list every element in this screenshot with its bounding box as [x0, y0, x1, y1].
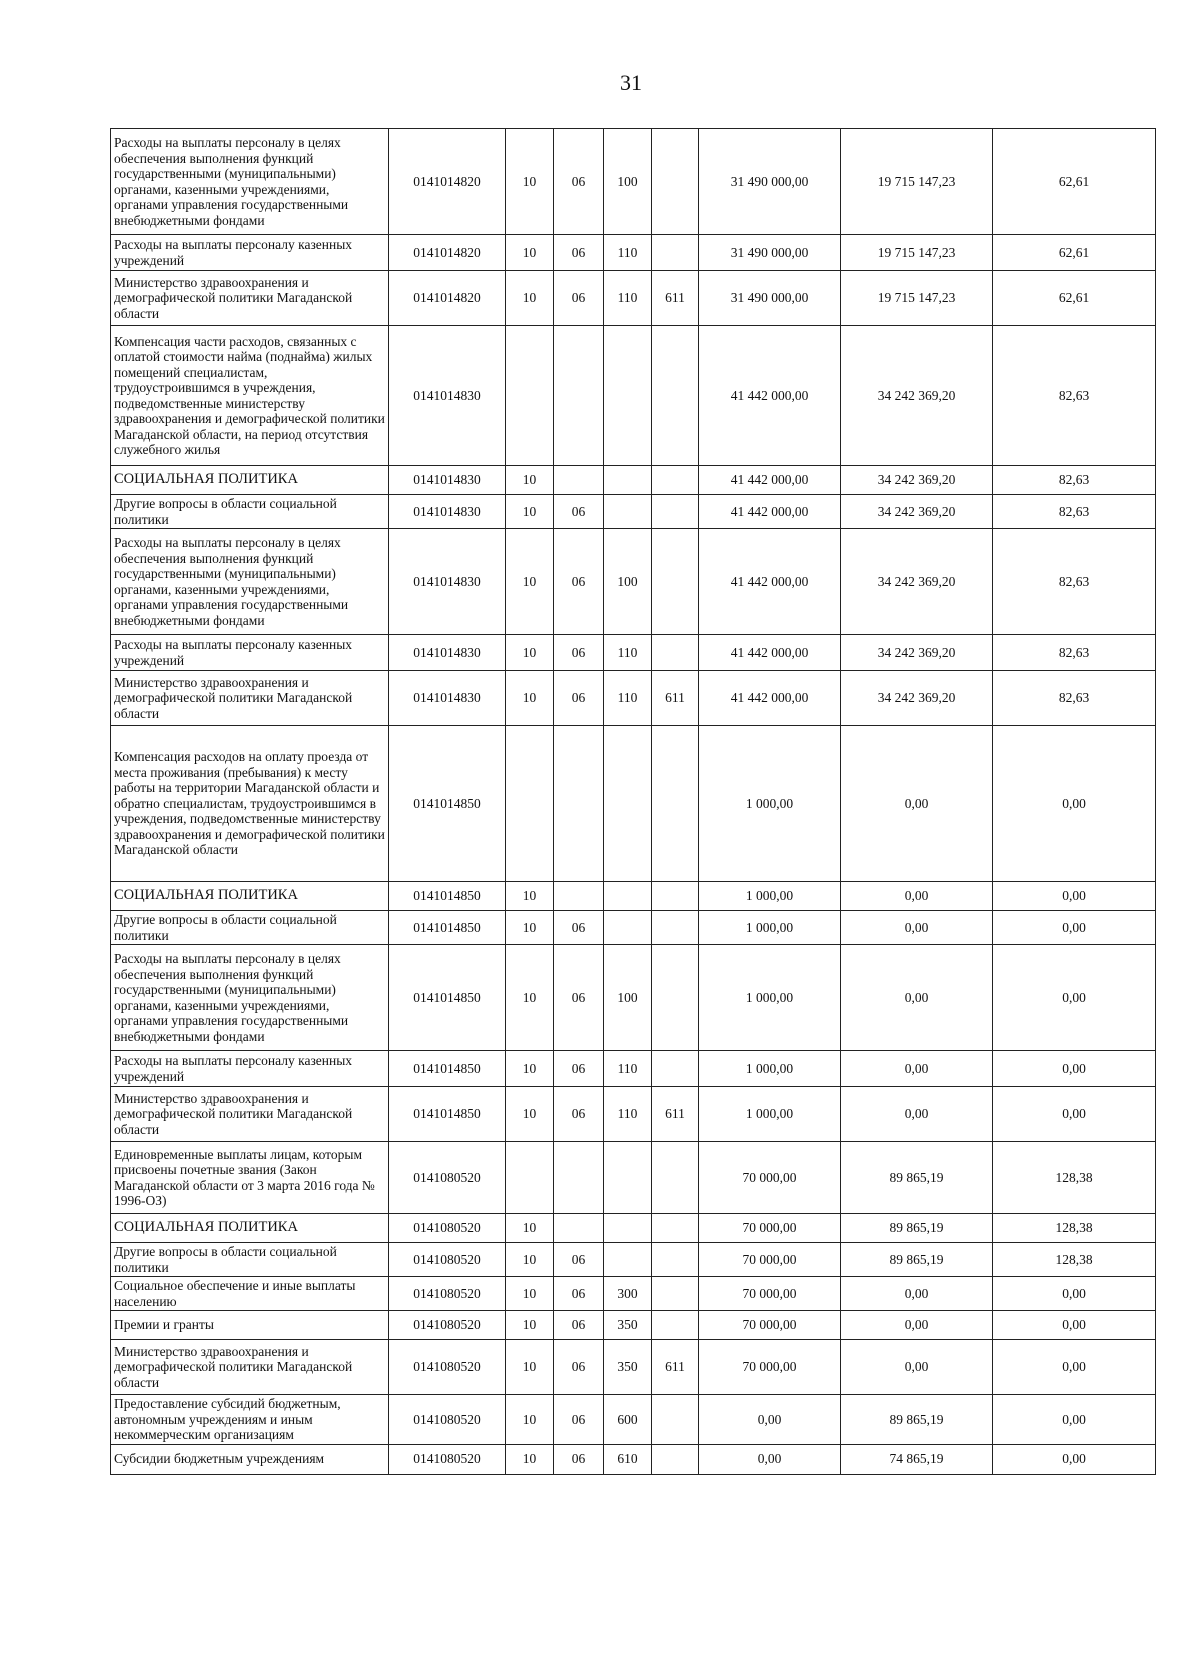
cell-code: 0141014850: [389, 945, 506, 1051]
cell-name: Премии и гранты: [111, 1311, 389, 1340]
cell-vr: [604, 1214, 652, 1243]
cell-pr: [554, 1214, 604, 1243]
cell-rz: 10: [506, 671, 554, 726]
cell-code: 0141014830: [389, 326, 506, 466]
cell-grbs: [652, 1277, 699, 1311]
cell-vr: [604, 326, 652, 466]
cell-pct: 0,00: [993, 945, 1156, 1051]
cell-name: Другие вопросы в области социальной политики: [111, 495, 389, 529]
cell-vr: [604, 882, 652, 911]
cell-pct: 0,00: [993, 1395, 1156, 1445]
cell-fact: 89 865,19: [841, 1214, 993, 1243]
cell-fact: 0,00: [841, 945, 993, 1051]
table-row: [111, 1340, 1156, 1395]
cell-grbs: [652, 1051, 699, 1087]
cell-grbs: [652, 466, 699, 495]
table-row: [111, 529, 1156, 635]
cell-plan: 41 442 000,00: [699, 529, 841, 635]
table-row: [111, 726, 1156, 882]
cell-fact: 0,00: [841, 1340, 993, 1395]
cell-plan: 31 490 000,00: [699, 235, 841, 271]
table-row: [111, 1243, 1156, 1277]
table-row: [111, 495, 1156, 529]
cell-pr: 06: [554, 671, 604, 726]
cell-pct: 128,38: [993, 1142, 1156, 1214]
cell-rz: [506, 326, 554, 466]
cell-vr: 350: [604, 1340, 652, 1395]
cell-vr: 600: [604, 1395, 652, 1445]
cell-code: 0141080520: [389, 1444, 506, 1474]
cell-fact: 34 242 369,20: [841, 326, 993, 466]
cell-vr: 300: [604, 1277, 652, 1311]
table-row: [111, 635, 1156, 671]
cell-name: Другие вопросы в области социальной политики: [111, 911, 389, 945]
cell-code: 0141080520: [389, 1311, 506, 1340]
cell-grbs: [652, 1142, 699, 1214]
table-row: [111, 271, 1156, 326]
cell-vr: 100: [604, 129, 652, 235]
cell-name: Расходы на выплаты персоналу казенных учреждений: [111, 1051, 389, 1087]
cell-plan: 0,00: [699, 1395, 841, 1445]
cell-rz: 10: [506, 271, 554, 326]
table-row: [111, 129, 1156, 235]
cell-plan: 70 000,00: [699, 1340, 841, 1395]
cell-code: 0141014850: [389, 1087, 506, 1142]
table-row: [111, 1051, 1156, 1087]
cell-grbs: [652, 882, 699, 911]
cell-code: 0141080520: [389, 1243, 506, 1277]
cell-fact: 0,00: [841, 1277, 993, 1311]
cell-grbs: 611: [652, 1087, 699, 1142]
cell-plan: 41 442 000,00: [699, 495, 841, 529]
cell-plan: 70 000,00: [699, 1311, 841, 1340]
cell-code: 0141014820: [389, 235, 506, 271]
table-row: [111, 1395, 1156, 1445]
cell-pr: 06: [554, 1444, 604, 1474]
cell-fact: 34 242 369,20: [841, 495, 993, 529]
cell-rz: 10: [506, 635, 554, 671]
cell-fact: 0,00: [841, 882, 993, 911]
cell-pct: 0,00: [993, 1087, 1156, 1142]
cell-fact: 19 715 147,23: [841, 129, 993, 235]
cell-pct: 0,00: [993, 911, 1156, 945]
cell-grbs: [652, 1444, 699, 1474]
cell-fact: 34 242 369,20: [841, 635, 993, 671]
cell-pr: 06: [554, 1243, 604, 1277]
cell-pct: 82,63: [993, 495, 1156, 529]
cell-pct: 62,61: [993, 129, 1156, 235]
cell-vr: 110: [604, 235, 652, 271]
cell-pct: 62,61: [993, 271, 1156, 326]
cell-pr: 06: [554, 911, 604, 945]
cell-fact: 0,00: [841, 726, 993, 882]
cell-grbs: [652, 529, 699, 635]
cell-pr: 06: [554, 1340, 604, 1395]
cell-code: 0141014850: [389, 1051, 506, 1087]
cell-rz: 10: [506, 1277, 554, 1311]
cell-pr: [554, 326, 604, 466]
cell-pr: 06: [554, 529, 604, 635]
cell-grbs: [652, 326, 699, 466]
cell-fact: 0,00: [841, 1087, 993, 1142]
cell-name: Компенсация части расходов, связанных с оплатой стоимости найма (поднайма) жилых помещений специалистам, трудоустроившимся в учреждения, подведомственные министерству здравоохранения и демографической политики Магаданской области, на период отсутствия служебного жилья: [111, 326, 389, 466]
cell-fact: 34 242 369,20: [841, 671, 993, 726]
cell-rz: [506, 1142, 554, 1214]
cell-plan: 31 490 000,00: [699, 271, 841, 326]
cell-code: 0141014850: [389, 882, 506, 911]
cell-pr: [554, 882, 604, 911]
cell-name: Социальное обеспечение и иные выплаты населению: [111, 1277, 389, 1311]
cell-plan: 1 000,00: [699, 726, 841, 882]
cell-name: Единовременные выплаты лицам, которым присвоены почетные звания (Закон Магаданской области от 3 марта 2016 года № 1996-ОЗ): [111, 1142, 389, 1214]
cell-pr: 06: [554, 495, 604, 529]
cell-vr: [604, 911, 652, 945]
cell-name: Расходы на выплаты персоналу казенных учреждений: [111, 635, 389, 671]
cell-rz: 10: [506, 1444, 554, 1474]
table-body: [111, 129, 1156, 1475]
cell-pr: [554, 1142, 604, 1214]
cell-plan: 1 000,00: [699, 1051, 841, 1087]
cell-plan: 1 000,00: [699, 911, 841, 945]
page-number: 31: [620, 70, 642, 95]
cell-rz: 10: [506, 1395, 554, 1445]
cell-grbs: [652, 635, 699, 671]
cell-grbs: [652, 129, 699, 235]
table-row: [111, 1087, 1156, 1142]
cell-vr: 110: [604, 1087, 652, 1142]
cell-name: Другие вопросы в области социальной политики: [111, 1243, 389, 1277]
cell-fact: 34 242 369,20: [841, 529, 993, 635]
cell-name: Министерство здравоохранения и демографической политики Магаданской области: [111, 1087, 389, 1142]
cell-fact: 34 242 369,20: [841, 466, 993, 495]
cell-rz: 10: [506, 1214, 554, 1243]
cell-rz: 10: [506, 466, 554, 495]
table-row: [111, 671, 1156, 726]
cell-name: СОЦИАЛЬНАЯ ПОЛИТИКА: [111, 1214, 389, 1243]
cell-pct: 82,63: [993, 326, 1156, 466]
cell-grbs: [652, 1395, 699, 1445]
cell-pct: 0,00: [993, 1051, 1156, 1087]
cell-pct: 0,00: [993, 1311, 1156, 1340]
cell-rz: 10: [506, 1340, 554, 1395]
cell-rz: 10: [506, 1051, 554, 1087]
cell-pr: [554, 466, 604, 495]
cell-rz: 10: [506, 235, 554, 271]
cell-vr: [604, 466, 652, 495]
cell-code: 0141014830: [389, 495, 506, 529]
cell-vr: 610: [604, 1444, 652, 1474]
cell-name: Расходы на выплаты персоналу в целях обеспечения выполнения функций государственными (муниципальными) органами, казенными учреждениями, органами управления государственными внебюджетными фондами: [111, 945, 389, 1051]
cell-name: Министерство здравоохранения и демографической политики Магаданской области: [111, 271, 389, 326]
cell-rz: [506, 726, 554, 882]
cell-rz: 10: [506, 882, 554, 911]
cell-pr: [554, 726, 604, 882]
cell-plan: 31 490 000,00: [699, 129, 841, 235]
cell-grbs: 611: [652, 1340, 699, 1395]
cell-vr: [604, 726, 652, 882]
cell-code: 0141080520: [389, 1277, 506, 1311]
cell-fact: 0,00: [841, 911, 993, 945]
cell-code: 0141014820: [389, 129, 506, 235]
cell-plan: 70 000,00: [699, 1142, 841, 1214]
cell-name: Расходы на выплаты персоналу в целях обеспечения выполнения функций государственными (муниципальными) органами, казенными учреждениями, органами управления государственными внебюджетными фондами: [111, 129, 389, 235]
cell-code: 0141014830: [389, 635, 506, 671]
cell-pr: 06: [554, 1311, 604, 1340]
cell-fact: 89 865,19: [841, 1395, 993, 1445]
cell-code: 0141080520: [389, 1340, 506, 1395]
table-row: [111, 235, 1156, 271]
cell-grbs: 611: [652, 271, 699, 326]
cell-vr: 350: [604, 1311, 652, 1340]
cell-grbs: [652, 495, 699, 529]
table-row: [111, 911, 1156, 945]
cell-name: Министерство здравоохранения и демографической политики Магаданской области: [111, 671, 389, 726]
cell-pr: 06: [554, 945, 604, 1051]
cell-pct: 128,38: [993, 1214, 1156, 1243]
cell-plan: 41 442 000,00: [699, 635, 841, 671]
cell-fact: 89 865,19: [841, 1142, 993, 1214]
table-row: [111, 1142, 1156, 1214]
cell-vr: 110: [604, 1051, 652, 1087]
cell-pr: 06: [554, 1395, 604, 1445]
cell-code: 0141080520: [389, 1214, 506, 1243]
table-row: [111, 882, 1156, 911]
cell-name: Субсидии бюджетным учреждениям: [111, 1444, 389, 1474]
cell-plan: 1 000,00: [699, 1087, 841, 1142]
cell-name: СОЦИАЛЬНАЯ ПОЛИТИКА: [111, 466, 389, 495]
cell-pct: 0,00: [993, 1444, 1156, 1474]
cell-code: 0141080520: [389, 1142, 506, 1214]
cell-plan: 41 442 000,00: [699, 671, 841, 726]
cell-rz: 10: [506, 911, 554, 945]
cell-plan: 70 000,00: [699, 1277, 841, 1311]
cell-pct: 0,00: [993, 726, 1156, 882]
cell-pr: 06: [554, 129, 604, 235]
cell-rz: 10: [506, 1311, 554, 1340]
cell-pr: 06: [554, 1277, 604, 1311]
cell-name: Расходы на выплаты персоналу в целях обеспечения выполнения функций государственными (муниципальными) органами, казенными учреждениями, органами управления государственными внебюджетными фондами: [111, 529, 389, 635]
cell-vr: 110: [604, 635, 652, 671]
table-row: [111, 1277, 1156, 1311]
table-row: [111, 1311, 1156, 1340]
cell-vr: 100: [604, 945, 652, 1051]
cell-rz: 10: [506, 129, 554, 235]
cell-pr: 06: [554, 635, 604, 671]
cell-vr: [604, 495, 652, 529]
cell-grbs: [652, 1311, 699, 1340]
cell-fact: 0,00: [841, 1311, 993, 1340]
cell-pct: 0,00: [993, 1340, 1156, 1395]
cell-vr: 100: [604, 529, 652, 635]
cell-name: Компенсация расходов на оплату проезда от места проживания (пребывания) к месту работы на территории Магаданской области и обратно специалистам, трудоустроившимся в учреждения, подведомственные министерству здравоохранения и демографической политики Магаданской области: [111, 726, 389, 882]
cell-fact: 19 715 147,23: [841, 235, 993, 271]
cell-grbs: [652, 235, 699, 271]
cell-code: 0141014820: [389, 271, 506, 326]
cell-vr: [604, 1243, 652, 1277]
cell-code: 0141014850: [389, 726, 506, 882]
table-row: [111, 466, 1156, 495]
cell-name: Предоставление субсидий бюджетным, автономным учреждениям и иным некоммерческим организациям: [111, 1395, 389, 1445]
cell-rz: 10: [506, 495, 554, 529]
cell-plan: 70 000,00: [699, 1214, 841, 1243]
cell-rz: 10: [506, 945, 554, 1051]
cell-pct: 0,00: [993, 882, 1156, 911]
cell-pct: 82,63: [993, 466, 1156, 495]
cell-code: 0141014830: [389, 529, 506, 635]
cell-vr: 110: [604, 671, 652, 726]
cell-pct: 82,63: [993, 671, 1156, 726]
cell-name: Министерство здравоохранения и демографической политики Магаданской области: [111, 1340, 389, 1395]
cell-fact: 0,00: [841, 1051, 993, 1087]
cell-plan: 70 000,00: [699, 1243, 841, 1277]
cell-pr: 06: [554, 235, 604, 271]
cell-pct: 62,61: [993, 235, 1156, 271]
cell-code: 0141014850: [389, 911, 506, 945]
table-row: [111, 1214, 1156, 1243]
cell-pr: 06: [554, 1051, 604, 1087]
cell-pct: 128,38: [993, 1243, 1156, 1277]
cell-grbs: [652, 945, 699, 1051]
cell-pr: 06: [554, 1087, 604, 1142]
cell-grbs: [652, 1243, 699, 1277]
cell-rz: 10: [506, 529, 554, 635]
cell-pct: 82,63: [993, 529, 1156, 635]
cell-plan: 41 442 000,00: [699, 326, 841, 466]
cell-code: 0141014830: [389, 466, 506, 495]
cell-pct: 0,00: [993, 1277, 1156, 1311]
cell-vr: 110: [604, 271, 652, 326]
cell-plan: 41 442 000,00: [699, 466, 841, 495]
cell-grbs: [652, 911, 699, 945]
cell-code: 0141014830: [389, 671, 506, 726]
cell-pct: 82,63: [993, 635, 1156, 671]
cell-rz: 10: [506, 1087, 554, 1142]
cell-fact: 89 865,19: [841, 1243, 993, 1277]
cell-vr: [604, 1142, 652, 1214]
cell-rz: 10: [506, 1243, 554, 1277]
cell-name: Расходы на выплаты персоналу казенных учреждений: [111, 235, 389, 271]
cell-plan: 1 000,00: [699, 945, 841, 1051]
cell-pr: 06: [554, 271, 604, 326]
table-row: [111, 326, 1156, 466]
budget-table: [110, 128, 1156, 1475]
cell-grbs: [652, 1214, 699, 1243]
cell-name: СОЦИАЛЬНАЯ ПОЛИТИКА: [111, 882, 389, 911]
cell-plan: 0,00: [699, 1444, 841, 1474]
table-row: [111, 1444, 1156, 1474]
cell-grbs: [652, 726, 699, 882]
cell-grbs: 611: [652, 671, 699, 726]
table-row: [111, 945, 1156, 1051]
cell-fact: 19 715 147,23: [841, 271, 993, 326]
cell-plan: 1 000,00: [699, 882, 841, 911]
cell-fact: 74 865,19: [841, 1444, 993, 1474]
cell-code: 0141080520: [389, 1395, 506, 1445]
